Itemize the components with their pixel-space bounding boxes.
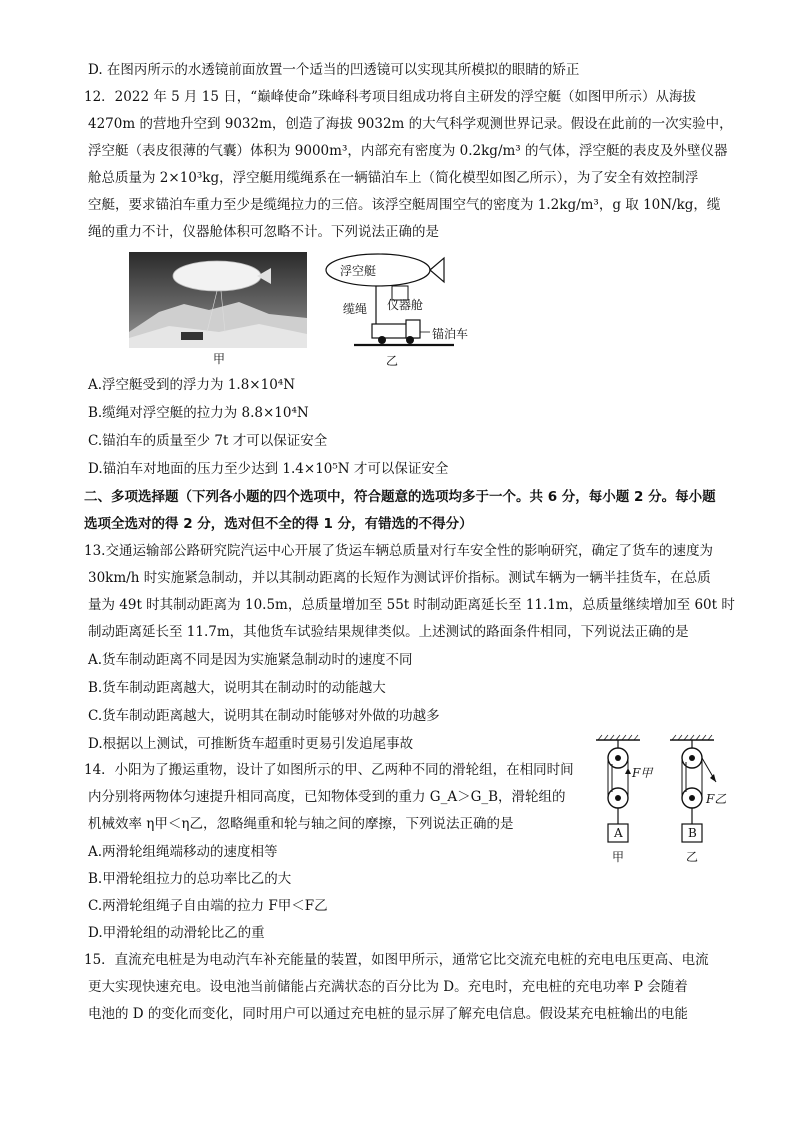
q12-stem-line: 浮空艇（表皮很薄的气囊）体积为 9000m³，内部充有密度为 0.2kg/m³ 的气体，浮空艇的表皮及外壁仪器 <box>88 143 728 159</box>
q15-stem-line: 电池的 D 的变化而变化，同时用户可以通过充电桩的显示屏了解充电信息。假设某充电桩输出的电能 <box>88 1006 688 1022</box>
fig12-label-cabin: 仪器舱 <box>387 298 424 312</box>
q13-stem-line: 制动距离延长至 11.7m，其他货车试验结果规律类似。上述测试的路面条件相同，下列说法正确的是 <box>88 624 689 640</box>
q13-stem-line: 30km/h 时实施紧急制动，并以其制动距离的长短作为测试评价指标。测试车辆为一辆半挂货车，在总质 <box>88 570 711 586</box>
q13-option-d: D.根据以上测试，可推断货车超重时更易引发追尾事故 <box>88 736 414 752</box>
q12-stem-line: 空艇，要求锚泊车重力至少是缆绳拉力的三倍。该浮空艇周围空气的密度为 1.2kg/m³，g 取 10N/kg，缆 <box>88 197 721 213</box>
airship-photo <box>129 252 307 348</box>
q12-stem-line: 4270m 的营地升空到 9032m，创造了海拔 9032m 的大气科学观测世界记录。假设在此前的一次实验中， <box>88 116 733 132</box>
q14-stem-line: 内分别将两物体匀速提升相同高度，已知物体受到的重力 G_A＞G_B，滑轮组的 <box>88 789 566 805</box>
q13-stem-line: 13.交通运输部公路研究院汽运中心开展了货运车辆总质量对行车安全性的影响研究，确定了货车的速度为 <box>84 543 713 559</box>
fig14-caption-a: 甲 <box>612 850 625 864</box>
q15-stem-line: 15．直流充电桩是为电动汽车补充能量的装置，如图甲所示，通常它比交流充电桩的充电电压更高、电流 <box>84 952 709 968</box>
q14-option-a: A.两滑轮组绳端移动的速度相等 <box>88 844 278 860</box>
q14-option-b: B.甲滑轮组拉力的总功率比乙的大 <box>88 871 292 887</box>
box-b-label: B <box>688 826 697 840</box>
force-label-b: F乙 <box>706 792 727 806</box>
q11-option-d: D. 在图丙所示的水透镜前面放置一个适当的凹透镜可以实现其所模拟的眼睛的矫正 <box>88 62 580 78</box>
q12-option-a: A.浮空艇受到的浮力为 1.8×10⁴N <box>88 377 296 393</box>
q15-stem-line: 更大实现快速充电。设电池当前储能占充满状态的百分比为 D。充电时，充电桩的充电功率 P 会随着 <box>88 979 688 995</box>
q12-option-c: C.锚泊车的质量至少 7t 才可以保证安全 <box>88 433 328 449</box>
fig12-label-truck: 锚泊车 <box>432 327 469 341</box>
q14-option-d: D.甲滑轮组的动滑轮比乙的重 <box>88 925 265 941</box>
q12-option-d: D.锚泊车对地面的压力至少达到 1.4×10⁵N 才可以保证安全 <box>88 461 449 477</box>
box-a-label: A <box>614 826 623 840</box>
force-label-a: F甲 <box>632 766 653 780</box>
fig14-caption-b: 乙 <box>686 850 699 864</box>
q13-stem-line: 量为 49t 时其制动距离为 10.5m，总质量增加至 55t 时制动距离延长至 11.1m，总质量继续增加至 60t 时 <box>88 597 735 613</box>
q12-stem-line: 12．2022 年 5 月 15 日，“巅峰使命”珠峰科考项目组成功将自主研发的浮空艇（如图甲所示）从海拔 <box>84 89 697 105</box>
q12-option-b: B.缆绳对浮空艇的拉力为 8.8×10⁴N <box>88 405 309 421</box>
q13-option-b: B.货车制动距离越大，说明其在制动时的动能越大 <box>88 680 386 696</box>
q12-stem-line: 绳的重力不计，仪器舱体积可忽略不计。下列说法正确的是 <box>88 224 439 240</box>
q12-stem-line: 舱总质量为 2×10³kg，浮空艇用缆绳系在一辆锚泊车上（简化模型如图乙所示），为了安全有效控制浮 <box>88 170 699 186</box>
q14-stem-line: 14．小阳为了搬运重物，设计了如图所示的甲、乙两种不同的滑轮组，在相同时间 <box>84 762 574 778</box>
q13-option-c: C.货车制动距离越大，说明其在制动时能够对外做的功越多 <box>88 708 440 724</box>
q13-option-a: A.货车制动距离不同是因为实施紧急制动时的速度不同 <box>88 652 413 668</box>
q14-stem-line: 机械效率 η甲＜η乙，忽略绳重和轮与轴之间的摩擦，下列说法正确的是 <box>88 816 514 832</box>
fig12-caption-b: 乙 <box>386 354 399 368</box>
section-heading: 选项全选对的得 2 分，选对但不全的得 1 分，有错选的不得分） <box>84 516 473 532</box>
q14-option-c: C.两滑轮组绳子自由端的拉力 F甲＜F乙 <box>88 898 328 914</box>
fig12-label-airship: 浮空艇 <box>340 264 377 278</box>
fig12-label-cable: 缆绳 <box>343 302 368 316</box>
fig12-caption-a: 甲 <box>213 352 226 366</box>
section-heading: 二、多项选择题（下列各小题的四个选项中，符合题意的选项均多于一个。共 6 分，每小题 2 分。每小题 <box>84 489 716 505</box>
